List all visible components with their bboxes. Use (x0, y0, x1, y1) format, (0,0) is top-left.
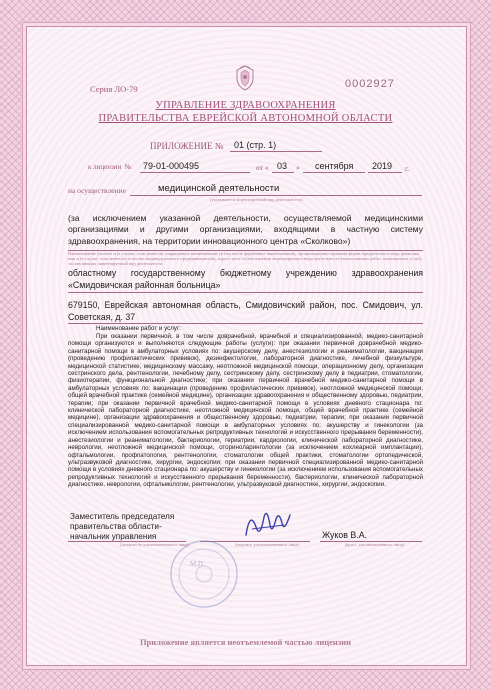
works-label: Наименование работ и услуг: (96, 325, 181, 332)
address-underline (68, 323, 423, 324)
signatory-name: Жуков В.А. (322, 530, 368, 540)
appendix-underline (230, 151, 322, 152)
org-hint: Наименование (полное и (в случае, если имеется) сокращенное наименование (в том числе фирменное наименование), организационно-правовая форма юридического лица, фамилия, имя и (в случае, если имеется) отчество индивидуального предпринимателя), адреса мест осуществления лицензируемого вида деятельности (выполняемых работ, оказываемых услуг), составляющих лицензируемый вид деятельности (68, 251, 423, 266)
activity-underline (130, 195, 422, 196)
license-number-underline (140, 172, 250, 173)
license-year: 2019 (372, 161, 393, 171)
footer-note: Приложение является неотъемлемой частью лицензии (139, 637, 352, 647)
license-from: от « (256, 163, 269, 172)
serial-number: 0002927 (345, 78, 395, 90)
license-day-close: » (296, 163, 300, 172)
month-underline (303, 172, 365, 173)
license-number: 79-01-000495 (143, 161, 200, 171)
year-underline (368, 172, 402, 173)
stamp-mp-label: М.П. (190, 560, 205, 568)
appendix-label: ПРИЛОЖЕНИЕ № (150, 141, 224, 151)
license-month: сентября (315, 161, 354, 171)
appendix-value: 01 (стр. 1) (234, 140, 277, 150)
works-text: При оказании первичной, в том числе доврачебной, врачебной и специализированной, медико-санитарной помощи организуются и выполняются следующие работы (услуги): при оказании первичной доврачебной медико-санитарной помощи в амбулаторных условиях по: акушерскому делу, анестезиологии и реаниматологии, вакцинации (проведению профилактических прививок), дезинфектологии, лабораторной диагностике, лечебной физкультуре, медицинской статистике, медицинскому массажу, неотложной медицинской помощи, операционному делу, организации сестринского дела, рентгенологии, лечебному делу, сестринскому делу, сестринскому делу в педиатрии, стоматологии, физиотерапии, функциональной диагностике; при оказании первичной врачебной медико-санитарной помощи в амбулаторных условиях по: вакцинации (проведению профилактических прививок), неотложной медицинской помощи, общей врачебной практике (семейной медицине), организации здравоохранения и общественному здоровью, педиатрии, терапии; при оказании первичной врачебной медико-санитарной помощи в условиях дневного стационара по: клинической лабораторной диагностике, неотложной медицинской помощи, общей врачебной практике (семейной медицине), организации здравоохранения и общественному здоровью, педиатрии, терапии; при оказании первичной специализированной медико-санитарной помощи в амбулаторных условиях по: акушерству и гинекологии (за исключением использования вспомогательных репродуктивных технологий и искусственного прерывания беременности), анестезиологии и реаниматологии, бактериологии, гериатрии, кардиологии, клинической лабораторной диагностике, неврологии, неотложной медицинской помощи, оториноларингологии (за исключением кохлеарной имплантации), офтальмологии, профпатологии, рентгенологии, стоматологии общей практики, стоматологии ортопедической, ультразвуковой диагностике, хирургии, эндоскопии; при оказании первичной специализированной медико-санитарной помощи в условиях дневного стационара по: акушерству и гинекологии (за исключением использования вспомогательных репродуктивных технологий и искусственного прерывания беременности), бактериологии, клинической лабораторной диагностике, неврологии, офтальмологии, рентгенологии, ультразвуковой диагностике, хирургии, эндоскопии. (68, 333, 423, 489)
issuer-line-2: ПРАВИТЕЛЬСТВА ЕВРЕЙСКОЙ АВТОНОМНОЙ ОБЛАСТИ (98, 113, 393, 124)
name-hint: (ф.и.о. уполномоченного лица) (345, 542, 405, 547)
signatory-position: Заместитель председателя правительства области-начальник управления (70, 512, 175, 541)
day-underline (272, 172, 294, 173)
activity-value: медицинской деятельности (158, 183, 280, 194)
organization-underline (68, 292, 423, 293)
position-hint: (должность уполномоченного лица) (120, 542, 189, 547)
activity-hint: (указывается лицензируемый вид деятельности) (210, 197, 303, 202)
address: 679150, Еврейская автономная область, Смидовичский район, пос. Смидович, ул. Советская, д. 37 (68, 300, 423, 322)
signature (238, 505, 298, 545)
stamp-seal (168, 538, 240, 610)
license-prefix: к лицензии № (88, 163, 132, 171)
coat-of-arms-icon (232, 64, 258, 92)
organization-name: областному государственному бюджетному учреждению здравоохранения «Смидовичская районная больница» (68, 268, 423, 290)
signature-hint: (подпись уполномоченного лица) (235, 542, 299, 547)
issuer-line-1: УПРАВЛЕНИЕ ЗДРАВООХРАНЕНИЯ (155, 100, 336, 111)
license-year-suffix: г. (405, 164, 410, 173)
activity-prefix: на осуществление (68, 186, 126, 195)
series-label: Серия ЛО-79 (90, 84, 138, 94)
scope-text: (за исключением указанной деятельности, осуществляемой медицинскими организациями и другими организациями, входящими в частную систему здравоохранения, на территории инновационного центра «Сколково») (68, 213, 423, 246)
license-day: 03 (277, 161, 288, 171)
